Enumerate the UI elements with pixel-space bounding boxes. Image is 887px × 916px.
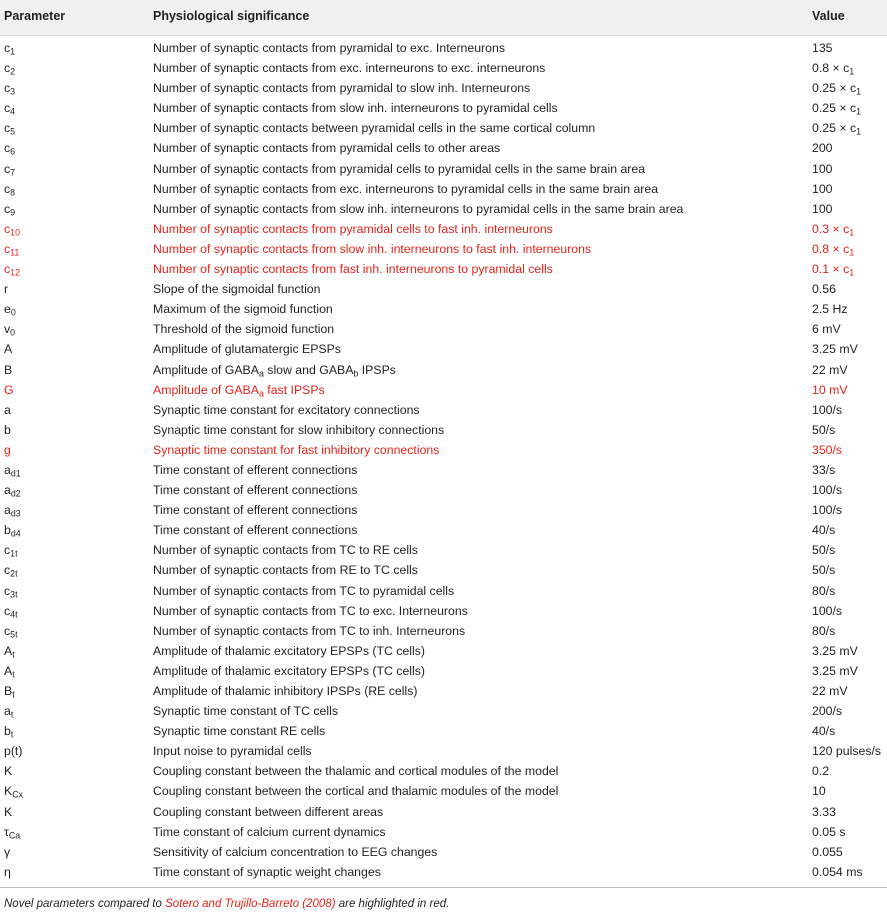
table-row [0,641,887,661]
cell-value: 120 pulses/s [812,744,882,759]
table-row [0,721,887,741]
cell-parameter: A [4,342,13,357]
cell-value: 3.25 mV [812,643,858,658]
table-row [0,440,887,460]
cell-value: $0.25 \times c_1$ [812,101,862,117]
table-row [0,540,887,560]
cell-parameter: $c_{2t}$ [4,563,18,580]
cell-value: 100 [812,161,833,176]
table-footnote [4,898,449,910]
cell-parameter: $c_3$ [4,81,16,97]
cell-parameter: a [4,402,11,417]
table-row [0,802,887,822]
header-value: Value [812,9,845,23]
table-row [0,400,887,420]
table-row [0,741,887,761]
table-row [0,380,887,400]
cell-parameter: $A_t$ [4,663,15,680]
cell-parameter: $K_{Cx}$ [4,784,24,801]
cell-significance: Number of synaptic contacts from slow inh. interneurons to fast inh. interneurons [153,241,592,256]
cell-parameter: $\tau_{Ca}$ [4,824,21,841]
cell-significance: Synaptic time constant of TC cells [153,704,338,719]
header-parameter: Parameter [4,9,66,23]
table-row [0,159,887,179]
cell-value: 100 [812,181,833,196]
cell-significance: Number of synaptic contacts from exc. interneurons to pyramidal cells in the same brain area [153,181,659,196]
cell-significance: Synaptic time constant for fast inhibitory connections [153,442,440,457]
cell-parameter: η [4,864,11,879]
cell-value: 22 mV [812,362,848,377]
cell-parameter: B [4,362,13,377]
cell-value: 350/s [812,442,843,457]
cell-value: 10 [812,784,826,799]
table-row [0,360,887,380]
cell-value: 135 [812,41,833,55]
table-row [0,480,887,500]
table-row [0,118,887,138]
table-row [0,78,887,98]
cell-significance: Time constant of efferent connections [153,523,358,538]
table-bottom-rule [0,887,887,888]
cell-parameter: K [4,764,13,779]
cell-significance: Number of synaptic contacts from pyramidal cells to other areas [153,141,501,156]
table-row [0,661,887,681]
cell-value: 100/s [812,402,843,417]
header-significance: Physiological significance [153,9,310,23]
cell-significance: Time constant of calcium current dynamics [153,824,386,839]
cell-value: 10 mV [812,382,848,397]
table-row [0,179,887,199]
cell-value: 50/s [812,422,836,437]
table-row [0,319,887,339]
cell-parameter: g [4,442,11,457]
cell-parameter: b [4,422,11,437]
cell-value: $0.1 \times c_1$ [812,262,855,278]
cell-parameter: $a_{d1}$ [4,462,21,479]
cell-significance: Coupling constant between different areas [153,804,384,819]
cell-significance: Time constant of efferent connections [153,483,358,498]
cell-significance: Synaptic time constant RE cells [153,724,326,739]
table-row [0,239,887,259]
cell-value: 33/s [812,462,836,477]
cell-significance: Coupling constant between the cortical and thalamic modules of the model [153,784,559,799]
cell-parameter: $c_1$ [4,41,16,57]
cell-value: 3.25 mV [812,342,858,357]
cell-significance: Amplitude of $GABA_a$ fast IPSPs [153,382,325,399]
cell-parameter: $c_4$ [4,101,16,117]
table-row [0,842,887,862]
table-row [0,420,887,440]
cell-value: 22 mV [812,684,848,698]
table-body [0,38,887,882]
cell-value: 40/s [812,523,836,538]
cell-parameter: γ [4,844,11,859]
table-row [0,138,887,158]
cell-parameter: $c_{11}$ [4,241,20,258]
footnote-text-post: are highlighted in red. [335,898,450,910]
cell-significance: Amplitude of $GABA_a$ slow and $GABA_b$ IPSPs [153,362,396,379]
cell-value: 80/s [812,623,836,638]
cell-parameter: $a_{d3}$ [4,503,21,519]
cell-value: $0.25 \times c_1$ [812,121,862,138]
cell-value: $0.8 \times c_1$ [812,241,855,258]
table-row [0,259,887,279]
cell-significance: Threshold of the sigmoid function [153,322,335,337]
cell-significance: Synaptic time constant for slow inhibitory connections [153,422,445,437]
table-row [0,601,887,621]
cell-value: 0.055 [812,844,843,859]
table-row [0,199,887,219]
cell-value: 0.56 [812,282,836,297]
cell-value: 50/s [812,563,836,578]
cell-significance: Number of synaptic contacts from pyramidal to exc. Interneurons [153,41,505,55]
cell-significance: Number of synaptic contacts from pyramidal cells to pyramidal cells in the same brain area [153,161,646,176]
cell-parameter: $c_{10}$ [4,221,20,238]
cell-significance: Time constant of efferent connections [153,503,358,518]
cell-parameter: r [4,282,9,297]
cell-value: 6 mV [812,322,841,337]
cell-significance: Number of synaptic contacts from TC to inh. Interneurons [153,623,466,638]
cell-significance: Number of synaptic contacts from TC to exc. Interneurons [153,603,468,618]
cell-significance: Coupling constant between the thalamic and cortical modules of the model [153,764,559,779]
table-row [0,621,887,641]
cell-value: 2.5 Hz [812,302,848,317]
cell-parameter: $c_{4t}$ [4,603,18,620]
cell-value: 100/s [812,603,843,618]
cell-parameter: $B_t$ [4,684,15,700]
cell-significance: Number of synaptic contacts from TC to pyramidal cells [153,583,455,598]
cell-significance: Number of synaptic contacts from pyramidal to slow inh. Interneurons [153,81,531,96]
cell-parameter: $b_t$ [4,724,14,740]
table-row [0,862,887,882]
cell-value: 40/s [812,724,836,739]
cell-parameter: $c_2$ [4,61,16,77]
cell-value: 100/s [812,483,843,498]
cell-value: 50/s [812,543,836,558]
cell-significance: Slope of the sigmoidal function [153,282,321,297]
table-row [0,761,887,781]
cell-significance: Number of synaptic contacts from slow inh. interneurons to pyramidal cells in the same brain area [153,201,684,216]
cell-value: 200 [812,141,833,156]
cell-parameter: $c_9$ [4,201,16,218]
table-row [0,58,887,78]
table-row [0,500,887,520]
cell-value: 100 [812,201,833,216]
cell-significance: Number of synaptic contacts between pyramidal cells in the same cortical column [153,121,596,136]
cell-parameter: $b_{d4}$ [4,523,21,539]
cell-significance: Time constant of synaptic weight changes [153,864,381,879]
table-row [0,219,887,239]
table-row [0,339,887,359]
cell-value: $0.25 \times c_1$ [812,81,862,97]
cell-significance: Maximum of the sigmoid function [153,302,333,317]
table-row [0,520,887,540]
cell-significance: Number of synaptic contacts from exc. interneurons to exc. interneurons [153,61,546,76]
cell-parameter: $e_0$ [4,302,16,318]
cell-significance: Input noise to pyramidal cells [153,744,312,759]
cell-significance: Sensitivity of calcium concentration to EEG changes [153,844,438,859]
cell-parameter: $c_{5t}$ [4,623,18,640]
cell-value: 100/s [812,503,843,518]
footnote-text-pre: Novel parameters compared to [4,898,166,910]
cell-parameter: p(t) [4,744,23,759]
cell-parameter: $c_{1t}$ [4,543,18,559]
cell-parameter: $c_7$ [4,161,16,178]
cell-value: 200/s [812,704,843,719]
table-row [0,681,887,701]
cell-value: 0.05 s [812,824,846,839]
cell-significance: Amplitude of thalamic inhibitory IPSPs (RE cells) [153,684,418,698]
cell-parameter: $v_0$ [4,322,16,338]
table-row [0,460,887,480]
cell-parameter: K [4,804,13,819]
cell-value: 0.2 [812,764,830,779]
table-header [0,0,887,36]
cell-value: 3.33 [812,804,836,819]
cell-value: $0.8 \times c_1$ [812,61,855,77]
table-row [0,299,887,319]
cell-parameter: $c_6$ [4,141,16,158]
cell-parameter: $a_t$ [4,704,14,720]
cell-parameter: $c_{3t}$ [4,583,18,600]
table-row [0,781,887,801]
table-row [0,38,887,58]
cell-parameter: $c_5$ [4,121,16,138]
cell-parameter: $c_8$ [4,181,16,198]
cell-significance: Number of synaptic contacts from fast inh. interneurons to pyramidal cells [153,262,553,277]
cell-significance: Number of synaptic contacts from slow inh. interneurons to pyramidal cells [153,101,558,116]
cell-value: 3.25 mV [812,663,858,678]
cell-significance: Number of synaptic contacts from RE to TC cells [153,563,418,578]
table-row [0,822,887,842]
table-row [0,279,887,299]
cell-parameter: $A_t$ [4,643,15,660]
cell-parameter: $c_{12}$ [4,262,20,278]
cell-significance: Amplitude of thalamic excitatory EPSPs (TC cells) [153,663,425,678]
table-row [0,98,887,118]
cell-significance: Amplitude of thalamic excitatory EPSPs (TC cells) [153,643,425,658]
cell-parameter: $a_{d2}$ [4,483,21,499]
table-row [0,701,887,721]
footnote-reference-link[interactable]: Sotero and Trujillo-Barreto (2008) [165,898,336,910]
cell-significance: Number of synaptic contacts from pyramidal cells to fast inh. interneurons [153,221,553,236]
cell-significance: Number of synaptic contacts from TC to RE cells [153,543,418,558]
table-row [0,560,887,580]
table-row [0,581,887,601]
cell-value: $0.3 \times c_1$ [812,221,855,238]
cell-significance: Synaptic time constant for excitatory connections [153,402,420,417]
cell-value: 80/s [812,583,836,598]
cell-value: 0.054 ms [812,864,863,879]
cell-parameter: G [4,382,14,397]
cell-significance: Amplitude of glutamatergic EPSPs [153,342,341,357]
cell-significance: Time constant of efferent connections [153,462,358,477]
